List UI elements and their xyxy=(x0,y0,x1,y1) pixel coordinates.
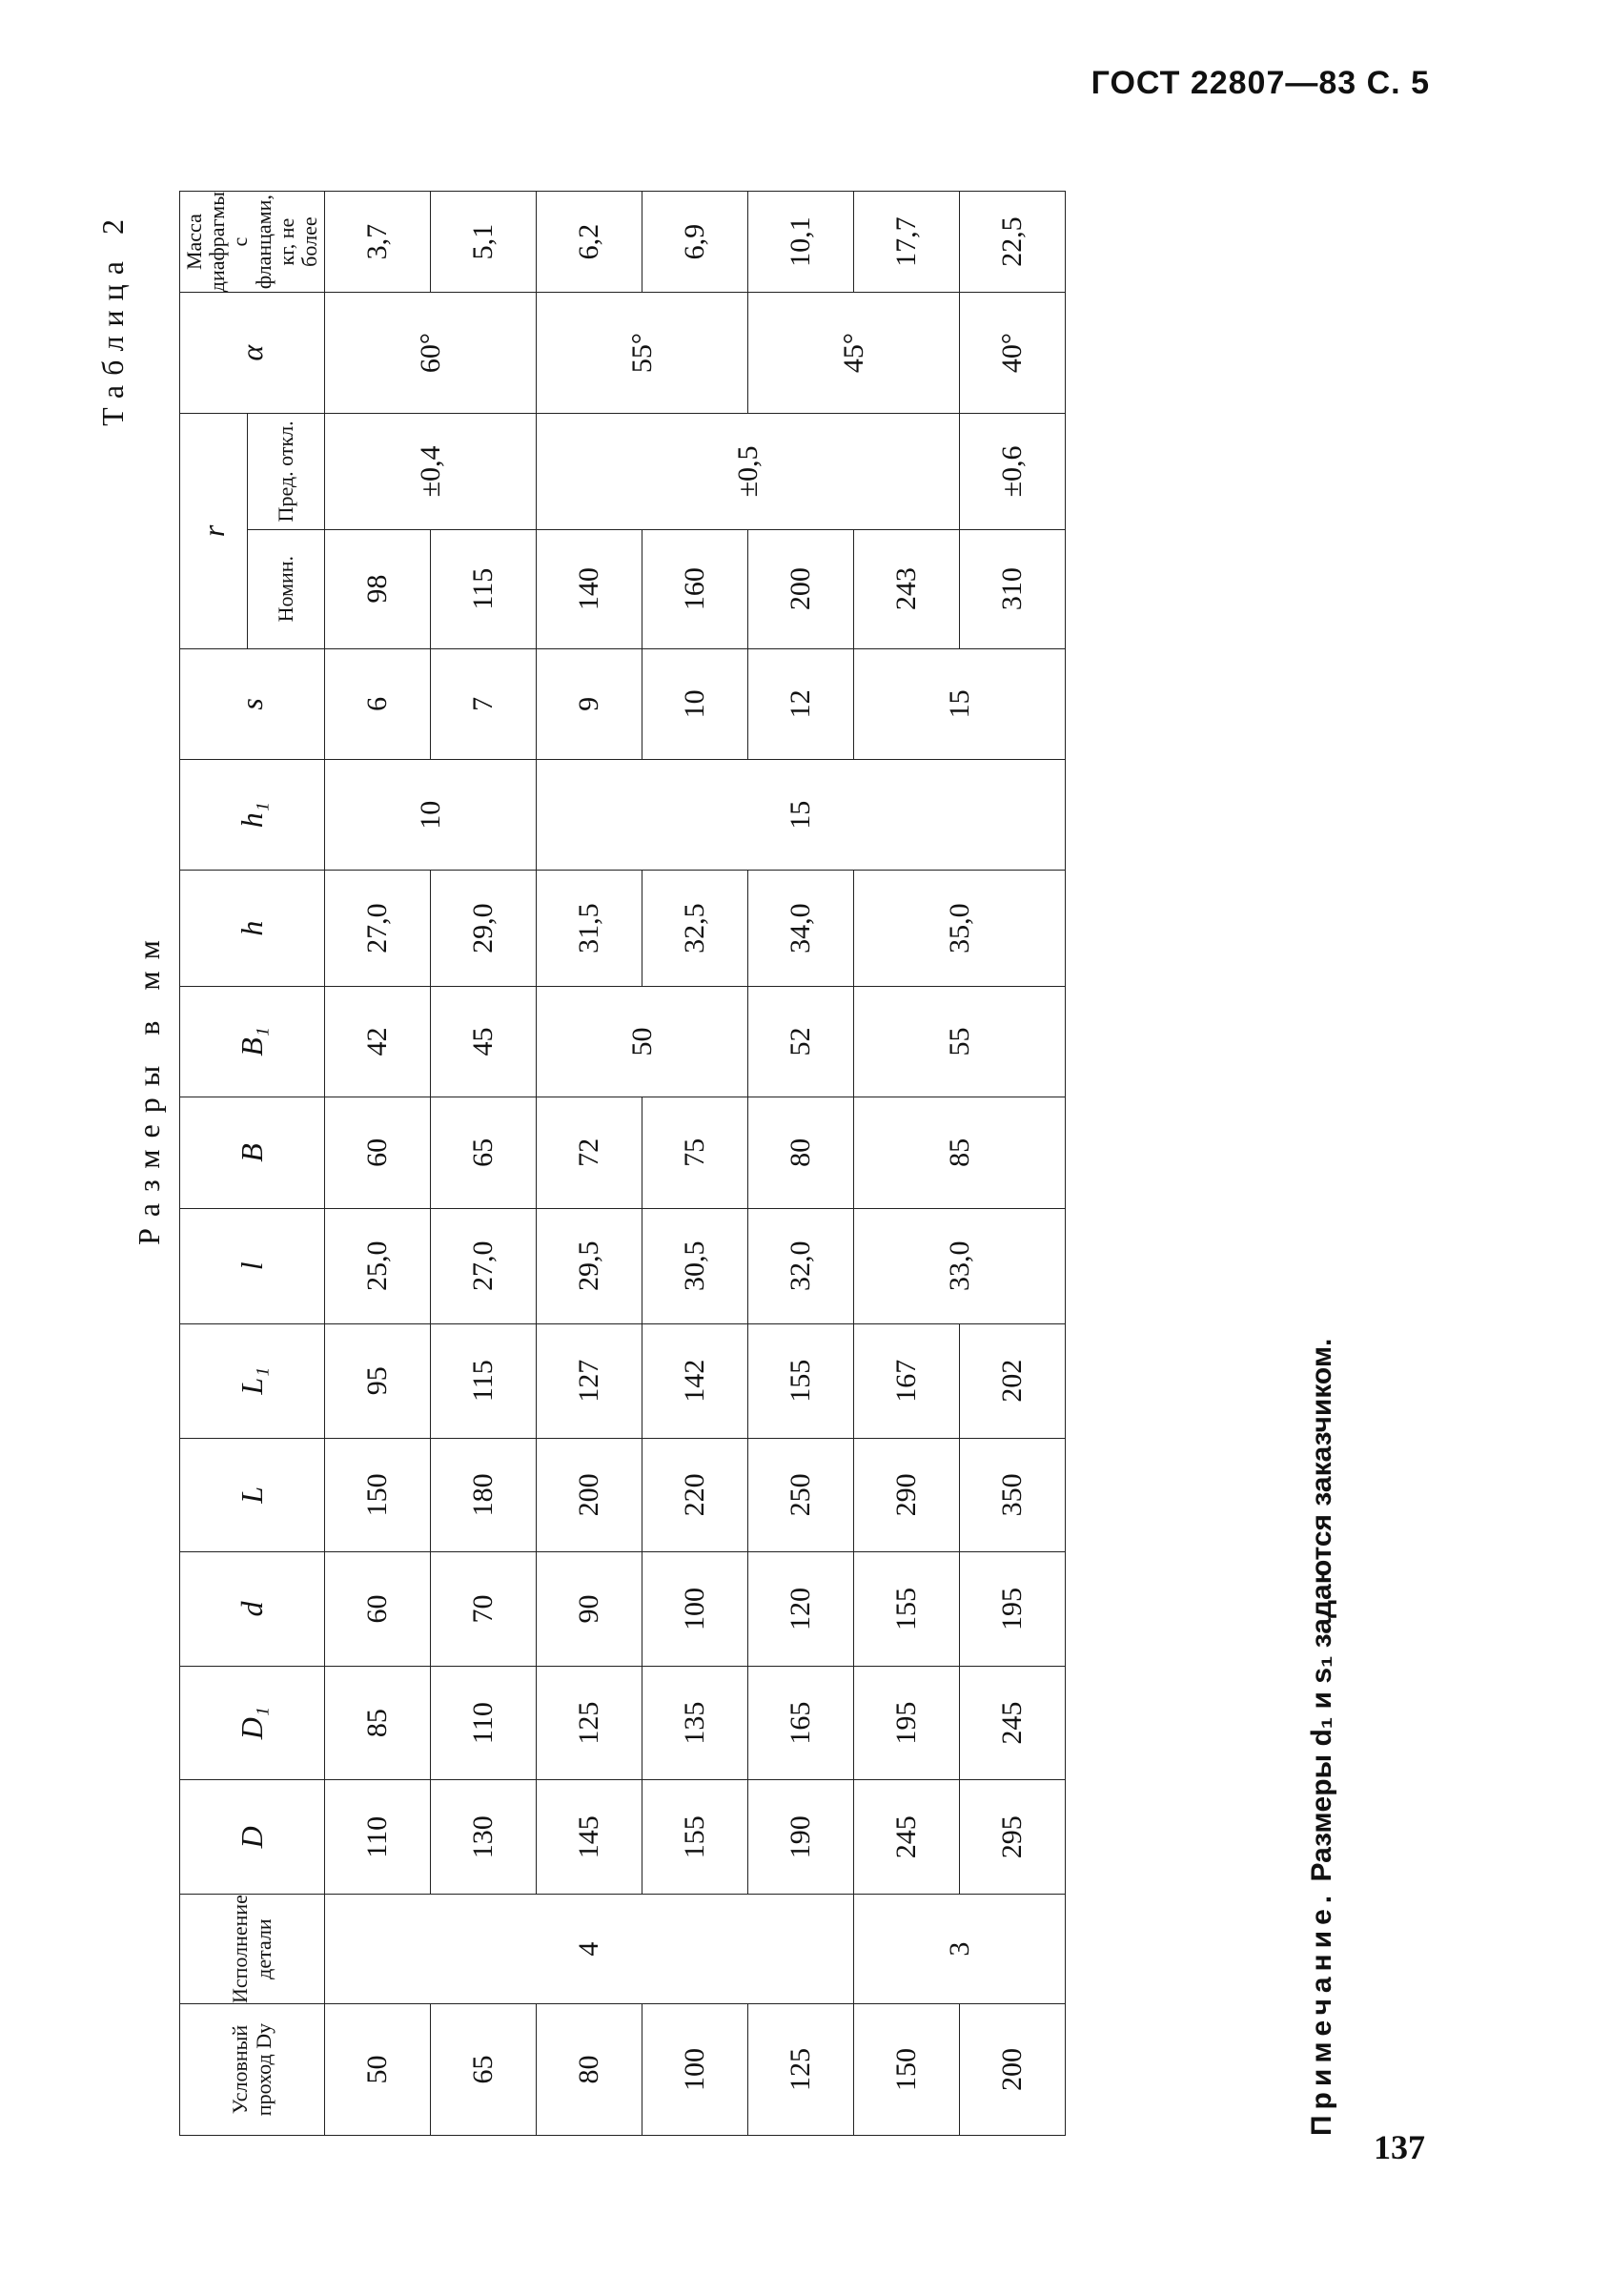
cell-B: 80 xyxy=(748,1097,854,1208)
cell-h: 35,0 xyxy=(854,871,1066,986)
cell-mass: 6,9 xyxy=(642,192,748,293)
col-header-d: d xyxy=(180,1552,325,1667)
cell-d: 100 xyxy=(642,1552,748,1667)
cell-alpha: 60° xyxy=(325,293,537,414)
cell-B1: 45 xyxy=(431,986,537,1097)
cell-B: 85 xyxy=(854,1097,1066,1208)
rotated-table-block xyxy=(95,191,1335,2145)
cell-mass: 10,1 xyxy=(748,192,854,293)
cell-D1: 195 xyxy=(854,1666,960,1780)
cell-exec: 3 xyxy=(854,1895,1066,2004)
cell-r: 140 xyxy=(537,529,642,648)
col-header-alpha: α xyxy=(180,293,325,414)
cell-alpha: 40° xyxy=(960,293,1066,414)
cell-exec: 4 xyxy=(325,1895,854,2004)
col-header-r-deviation: Пред. откл. xyxy=(248,414,325,530)
cell-L1: 127 xyxy=(537,1323,642,1438)
cell-s: 15 xyxy=(854,648,1066,759)
cell-D1: 85 xyxy=(325,1666,431,1780)
cell-D: 190 xyxy=(748,1780,854,1895)
cell-l: 29,5 xyxy=(537,1208,642,1323)
cell-L: 350 xyxy=(960,1438,1066,1552)
col-header-L1: L₁ xyxy=(180,1323,325,1438)
cell-L: 150 xyxy=(325,1438,431,1552)
cell-l: 30,5 xyxy=(642,1208,748,1323)
col-header-exec: Исполнение детали xyxy=(180,1895,325,2004)
cell-D: 155 xyxy=(642,1780,748,1895)
cell-D1: 125 xyxy=(537,1666,642,1780)
cell-l: 25,0 xyxy=(325,1208,431,1323)
cell-D1: 135 xyxy=(642,1666,748,1780)
cell-r-dev: ±0,4 xyxy=(325,414,537,530)
cell-mass: 3,7 xyxy=(325,192,431,293)
cell-mass: 6,2 xyxy=(537,192,642,293)
cell-dy: 150 xyxy=(854,2004,960,2136)
note-label: Примечание. xyxy=(1306,1889,1337,2136)
col-header-mass: Масса диафрагмы с фланцами, кг, не более xyxy=(180,192,325,293)
cell-r: 310 xyxy=(960,529,1066,648)
cell-h: 32,5 xyxy=(642,871,748,986)
cell-h: 34,0 xyxy=(748,871,854,986)
cell-D: 145 xyxy=(537,1780,642,1895)
cell-l: 33,0 xyxy=(854,1208,1066,1323)
cell-dy: 125 xyxy=(748,2004,854,2136)
cell-d: 70 xyxy=(431,1552,537,1667)
cell-r: 160 xyxy=(642,529,748,648)
cell-r: 115 xyxy=(431,529,537,648)
cell-L: 250 xyxy=(748,1438,854,1552)
cell-l: 27,0 xyxy=(431,1208,537,1323)
col-header-h: h xyxy=(180,871,325,986)
col-header-D: D xyxy=(180,1780,325,1895)
cell-h: 29,0 xyxy=(431,871,537,986)
col-header-L: L xyxy=(180,1438,325,1552)
cell-L: 290 xyxy=(854,1438,960,1552)
cell-B1: 50 xyxy=(537,986,748,1097)
cell-alpha: 45° xyxy=(748,293,960,414)
cell-D: 110 xyxy=(325,1780,431,1895)
col-header-r: r xyxy=(180,414,248,649)
col-header-s: s xyxy=(180,648,325,759)
note-text: Размеры d₁ и s₁ задаются заказчиком. xyxy=(1306,1338,1337,1890)
cell-D1: 165 xyxy=(748,1666,854,1780)
cell-r-dev: ±0,5 xyxy=(537,414,960,530)
col-header-l: l xyxy=(180,1208,325,1323)
cell-s: 7 xyxy=(431,648,537,759)
cell-s: 10 xyxy=(642,648,748,759)
cell-dy: 200 xyxy=(960,2004,1066,2136)
cell-r: 98 xyxy=(325,529,431,648)
cell-l: 32,0 xyxy=(748,1208,854,1323)
cell-L1: 95 xyxy=(325,1323,431,1438)
cell-r: 243 xyxy=(854,529,960,648)
cell-mass: 17,7 xyxy=(854,192,960,293)
cell-mass: 5,1 xyxy=(431,192,537,293)
units-caption: Размеры в мм xyxy=(132,929,166,1245)
cell-L1: 167 xyxy=(854,1323,960,1438)
dimensions-table xyxy=(179,191,1066,2136)
cell-h: 27,0 xyxy=(325,871,431,986)
cell-s: 12 xyxy=(748,648,854,759)
cell-L1: 115 xyxy=(431,1323,537,1438)
table-row xyxy=(325,192,431,2136)
cell-L1: 155 xyxy=(748,1323,854,1438)
cell-dy: 80 xyxy=(537,2004,642,2136)
cell-B1: 52 xyxy=(748,986,854,1097)
cell-h: 31,5 xyxy=(537,871,642,986)
cell-d: 155 xyxy=(854,1552,960,1667)
cell-alpha: 55° xyxy=(537,293,748,414)
col-header-r-nominal: Номин. xyxy=(248,529,325,648)
col-header-B: B xyxy=(180,1097,325,1208)
cell-d: 60 xyxy=(325,1552,431,1667)
document-header: ГОСТ 22807—83 С. 5 xyxy=(1091,65,1430,101)
cell-L1: 202 xyxy=(960,1323,1066,1438)
col-header-h1: h₁ xyxy=(180,760,325,871)
cell-L: 180 xyxy=(431,1438,537,1552)
cell-B1: 55 xyxy=(854,986,1066,1097)
cell-D1: 245 xyxy=(960,1666,1066,1780)
cell-d: 120 xyxy=(748,1552,854,1667)
table-header-row xyxy=(180,192,248,2136)
cell-D: 295 xyxy=(960,1780,1066,1895)
cell-h1: 10 xyxy=(325,760,537,871)
table-caption: Таблица 2 xyxy=(95,210,130,426)
cell-B: 65 xyxy=(431,1097,537,1208)
cell-s: 6 xyxy=(325,648,431,759)
col-header-D1: D₁ xyxy=(180,1666,325,1780)
cell-B: 75 xyxy=(642,1097,748,1208)
cell-D: 245 xyxy=(854,1780,960,1895)
table-row xyxy=(537,192,642,2136)
cell-d: 195 xyxy=(960,1552,1066,1667)
cell-L1: 142 xyxy=(642,1323,748,1438)
cell-dy: 65 xyxy=(431,2004,537,2136)
cell-L: 220 xyxy=(642,1438,748,1552)
cell-B: 60 xyxy=(325,1097,431,1208)
cell-B: 72 xyxy=(537,1097,642,1208)
cell-dy: 100 xyxy=(642,2004,748,2136)
page-number: 137 xyxy=(1374,2128,1425,2166)
table-note xyxy=(1306,1339,1338,2136)
cell-dy: 50 xyxy=(325,2004,431,2136)
cell-r-dev: ±0,6 xyxy=(960,414,1066,530)
cell-d: 90 xyxy=(537,1552,642,1667)
cell-L: 200 xyxy=(537,1438,642,1552)
cell-h1: 15 xyxy=(537,760,1066,871)
cell-mass: 22,5 xyxy=(960,192,1066,293)
col-header-dy: Условный проход Dу xyxy=(180,2004,325,2136)
cell-D1: 110 xyxy=(431,1666,537,1780)
cell-B1: 42 xyxy=(325,986,431,1097)
col-header-B1: B₁ xyxy=(180,986,325,1097)
cell-s: 9 xyxy=(537,648,642,759)
cell-D: 130 xyxy=(431,1780,537,1895)
cell-r: 200 xyxy=(748,529,854,648)
